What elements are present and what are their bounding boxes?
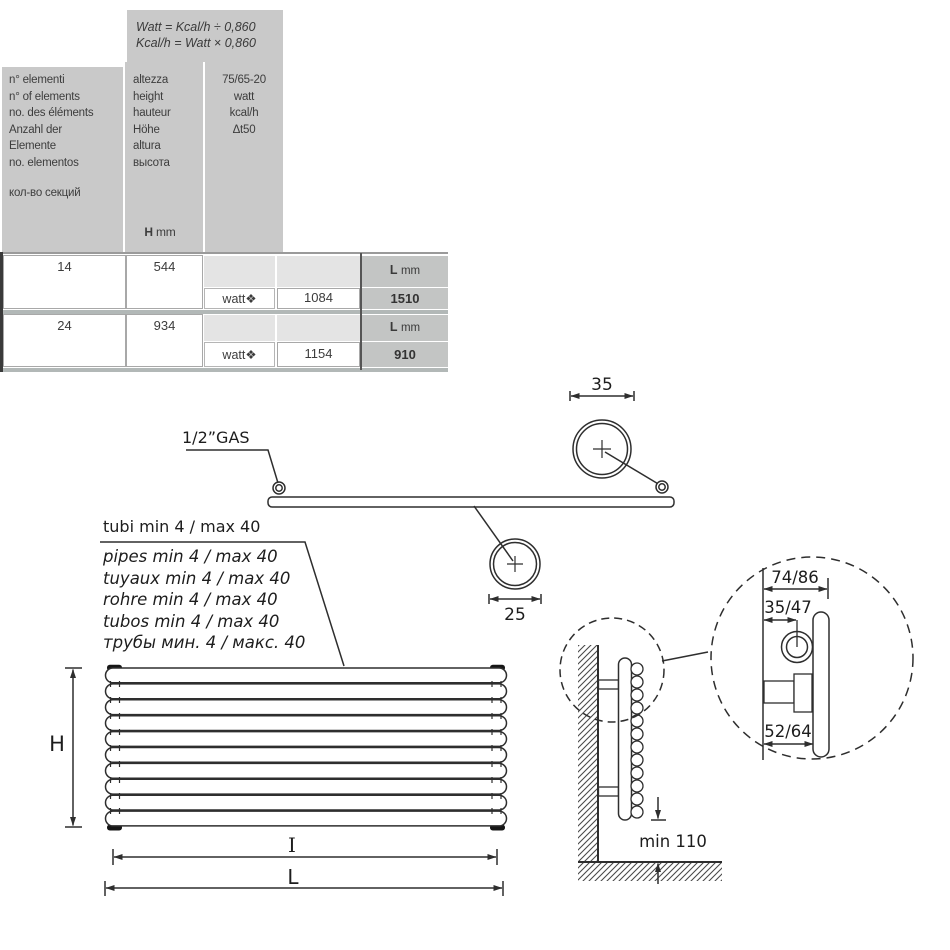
wall-bracket-top	[599, 680, 619, 689]
column-header-power: 75/65-20 watt kcal/h Δt50	[205, 62, 283, 252]
cell-l-value-row1: 1510	[362, 288, 448, 309]
bracket-block-right	[794, 674, 812, 712]
cell-watt-label-row1: watt❖	[204, 288, 275, 309]
tube-side-profile	[813, 612, 829, 757]
dim-l-label: L	[287, 865, 299, 889]
cell-elements-row1: 14	[3, 255, 126, 309]
front-view-drawing	[49, 665, 506, 896]
formula-line-1: Watt = Kcal/h ÷ 0,860	[136, 20, 256, 34]
dim-25-label: 25	[504, 605, 526, 625]
dim-h-label: H	[49, 732, 65, 756]
detail-leader	[662, 652, 708, 661]
cell-l-header-row2: L mm	[362, 315, 448, 342]
min-clearance-label: min 110	[639, 832, 707, 851]
dim-35-47-label: 35/47	[764, 598, 812, 617]
column-header-elements: n° elementi n° of elements no. des éléments Anzahl der Elemente no. elementos кол-во секций	[2, 67, 123, 252]
cell-watt-value-row2: 1154	[277, 342, 360, 367]
detail-circle	[711, 557, 913, 759]
cell-l-value-row2: 910	[362, 342, 448, 367]
connection-right	[656, 481, 668, 493]
column-header-height: altezza height hauteur Höhe altura высота H mm	[125, 62, 203, 252]
cell-height-row1: 544	[126, 255, 203, 309]
dim-52-64-label: 52/64	[764, 722, 812, 741]
tubes-note: tubi min 4 / max 40	[103, 517, 261, 536]
cell-watt-value-row1: 1084	[277, 288, 360, 309]
detail-indicator-circle	[560, 618, 664, 722]
dim-35-label: 35	[591, 375, 613, 395]
wall-bracket-bottom	[599, 787, 619, 796]
detail-view-drawing	[711, 557, 913, 760]
radiator-tubes	[106, 668, 507, 826]
wall-hatch	[578, 645, 598, 862]
cell-watt-label-row2: watt❖	[204, 342, 275, 367]
tubes-note-leader	[100, 542, 344, 666]
cell-height-row2: 934	[126, 314, 203, 367]
top-view-drawing	[182, 375, 674, 625]
dim-74-86-label: 74/86	[771, 568, 819, 587]
tube-ends-side	[631, 663, 643, 818]
dim-i-label: I	[288, 833, 296, 857]
tubes-note-translations: pipes min 4 / max 40 tuyaux min 4 / max 40 rohre min 4 / max 40 tubos min 4 / max 40 трубы мин. 4 / макс. 40	[103, 547, 306, 652]
bracket-block-left	[764, 681, 794, 703]
gas-label-leader	[186, 450, 278, 483]
radiator-top-view-bar	[268, 497, 674, 507]
collector-side-profile	[619, 658, 632, 820]
connection-left	[273, 482, 285, 494]
cell-elements-row2: 24	[3, 314, 126, 367]
floor-hatch	[578, 862, 722, 881]
side-view-drawing	[560, 618, 722, 884]
height-unit-label: H mm	[144, 225, 176, 239]
cell-l-header-row1: L mm	[362, 256, 448, 287]
formula-line-2: Kcal/h = Watt × 0,860	[136, 36, 256, 50]
gas-connection-label: 1/2”GAS	[182, 428, 250, 447]
